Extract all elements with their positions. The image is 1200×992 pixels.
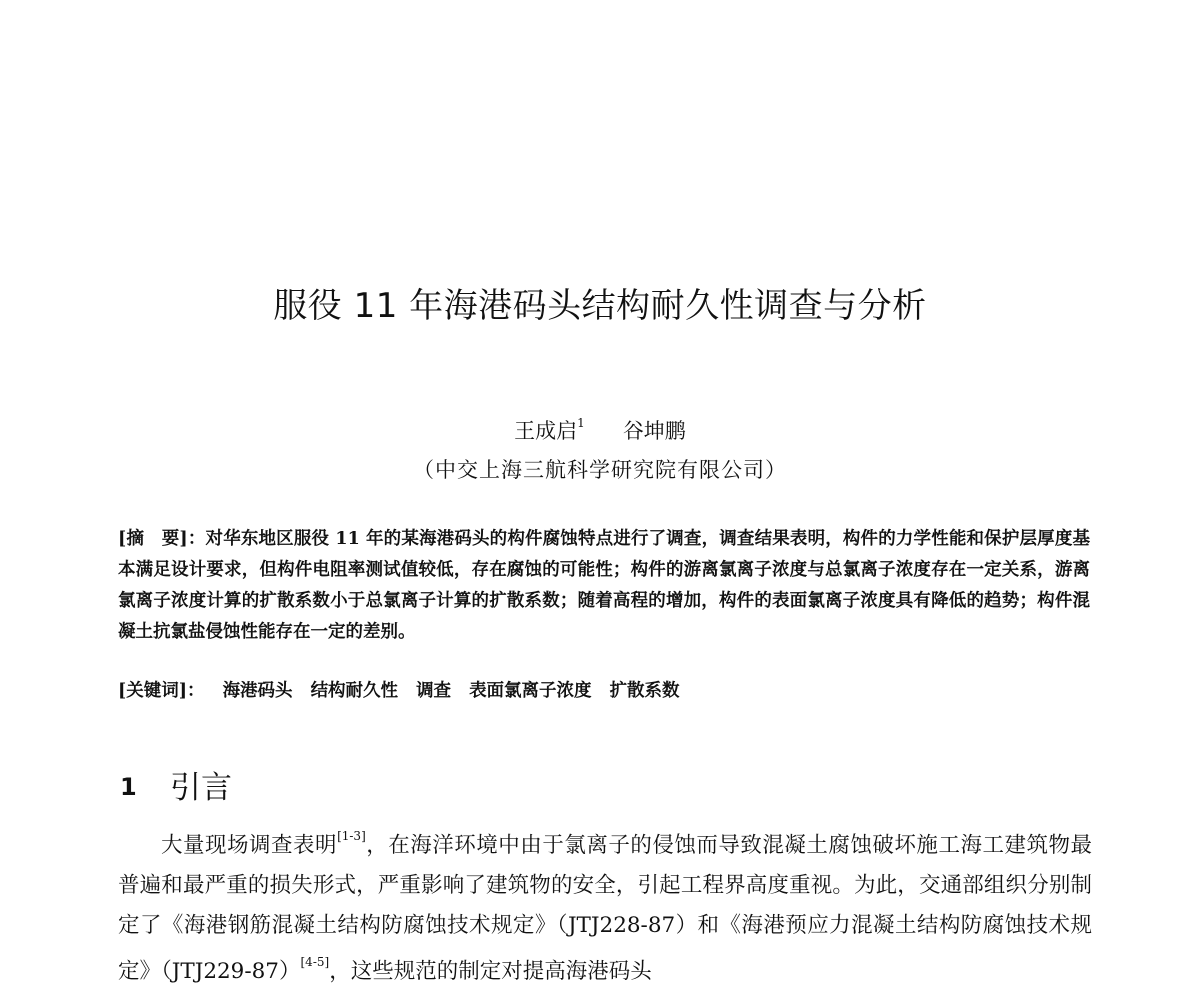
keyword: 结构耐久性 bbox=[310, 681, 399, 701]
body-text-segment: ，这些规范的制定对提高海港码头 bbox=[329, 959, 652, 985]
body-text-segment: ，在海洋环境中由于氯离子的侵蚀而导致混凝土腐蚀破坏施工海工建筑物最普遍和最严重的损失形式，严重影响了建筑物的安全，引起工程界高度重视。为此，交通部组织分别制定了《海港钢筋混凝土结构防腐蚀技术规定》（JTJ228-87）和《海港预应力混凝土结构防腐蚀技术规定》（JTJ229-87） bbox=[118, 833, 1092, 985]
keyword: 扩散系数 bbox=[609, 681, 680, 701]
abstract bbox=[118, 524, 1090, 648]
body-text bbox=[118, 820, 1092, 992]
author-name: 谷坤鹏 bbox=[622, 419, 686, 443]
keyword: 表面氯离子浓度 bbox=[469, 681, 592, 701]
abstract-text: 对华东地区服役 11 年的某海港码头的构件腐蚀特点进行了调查，调查结果表明，构件的力学性能和保护层厚度基本满足设计要求，但构件电阻率测试值较低，存在腐蚀的可能性；构件的游离氯离子浓度与总氯离子浓度存在一定关系，游离氯离子浓度计算的扩散系数小于总氯离子计算的扩散系数；随着高程的增加，构件的表面氯离子浓度具有降低的趋势；构件混凝土抗氯盐侵蚀性能存在一定的差别。 bbox=[118, 529, 1090, 642]
citation: [1-3] bbox=[337, 829, 366, 843]
section-heading bbox=[120, 762, 232, 807]
section-title: 引言 bbox=[170, 770, 232, 806]
body-paragraph bbox=[118, 820, 1092, 992]
author-line bbox=[0, 415, 1200, 445]
keywords bbox=[118, 678, 1090, 704]
citation: [4-5] bbox=[300, 955, 330, 970]
author-affiliation-mark: 1 bbox=[577, 416, 585, 430]
keyword: 调查 bbox=[416, 681, 452, 701]
keyword: 海港码头 bbox=[222, 681, 293, 701]
body-text-segment: 大量现场调查表明 bbox=[161, 833, 338, 859]
abstract-label: [摘 要]： bbox=[118, 529, 206, 549]
section-number: 1 bbox=[120, 773, 137, 801]
author-name: 王成启 bbox=[514, 419, 578, 443]
keywords-label: [关键词]： bbox=[118, 681, 205, 701]
paper-title: 服役 11 年海港码头结构耐久性调查与分析 bbox=[273, 286, 927, 326]
affiliation: （中交上海三航科学研究院有限公司） bbox=[413, 458, 787, 482]
